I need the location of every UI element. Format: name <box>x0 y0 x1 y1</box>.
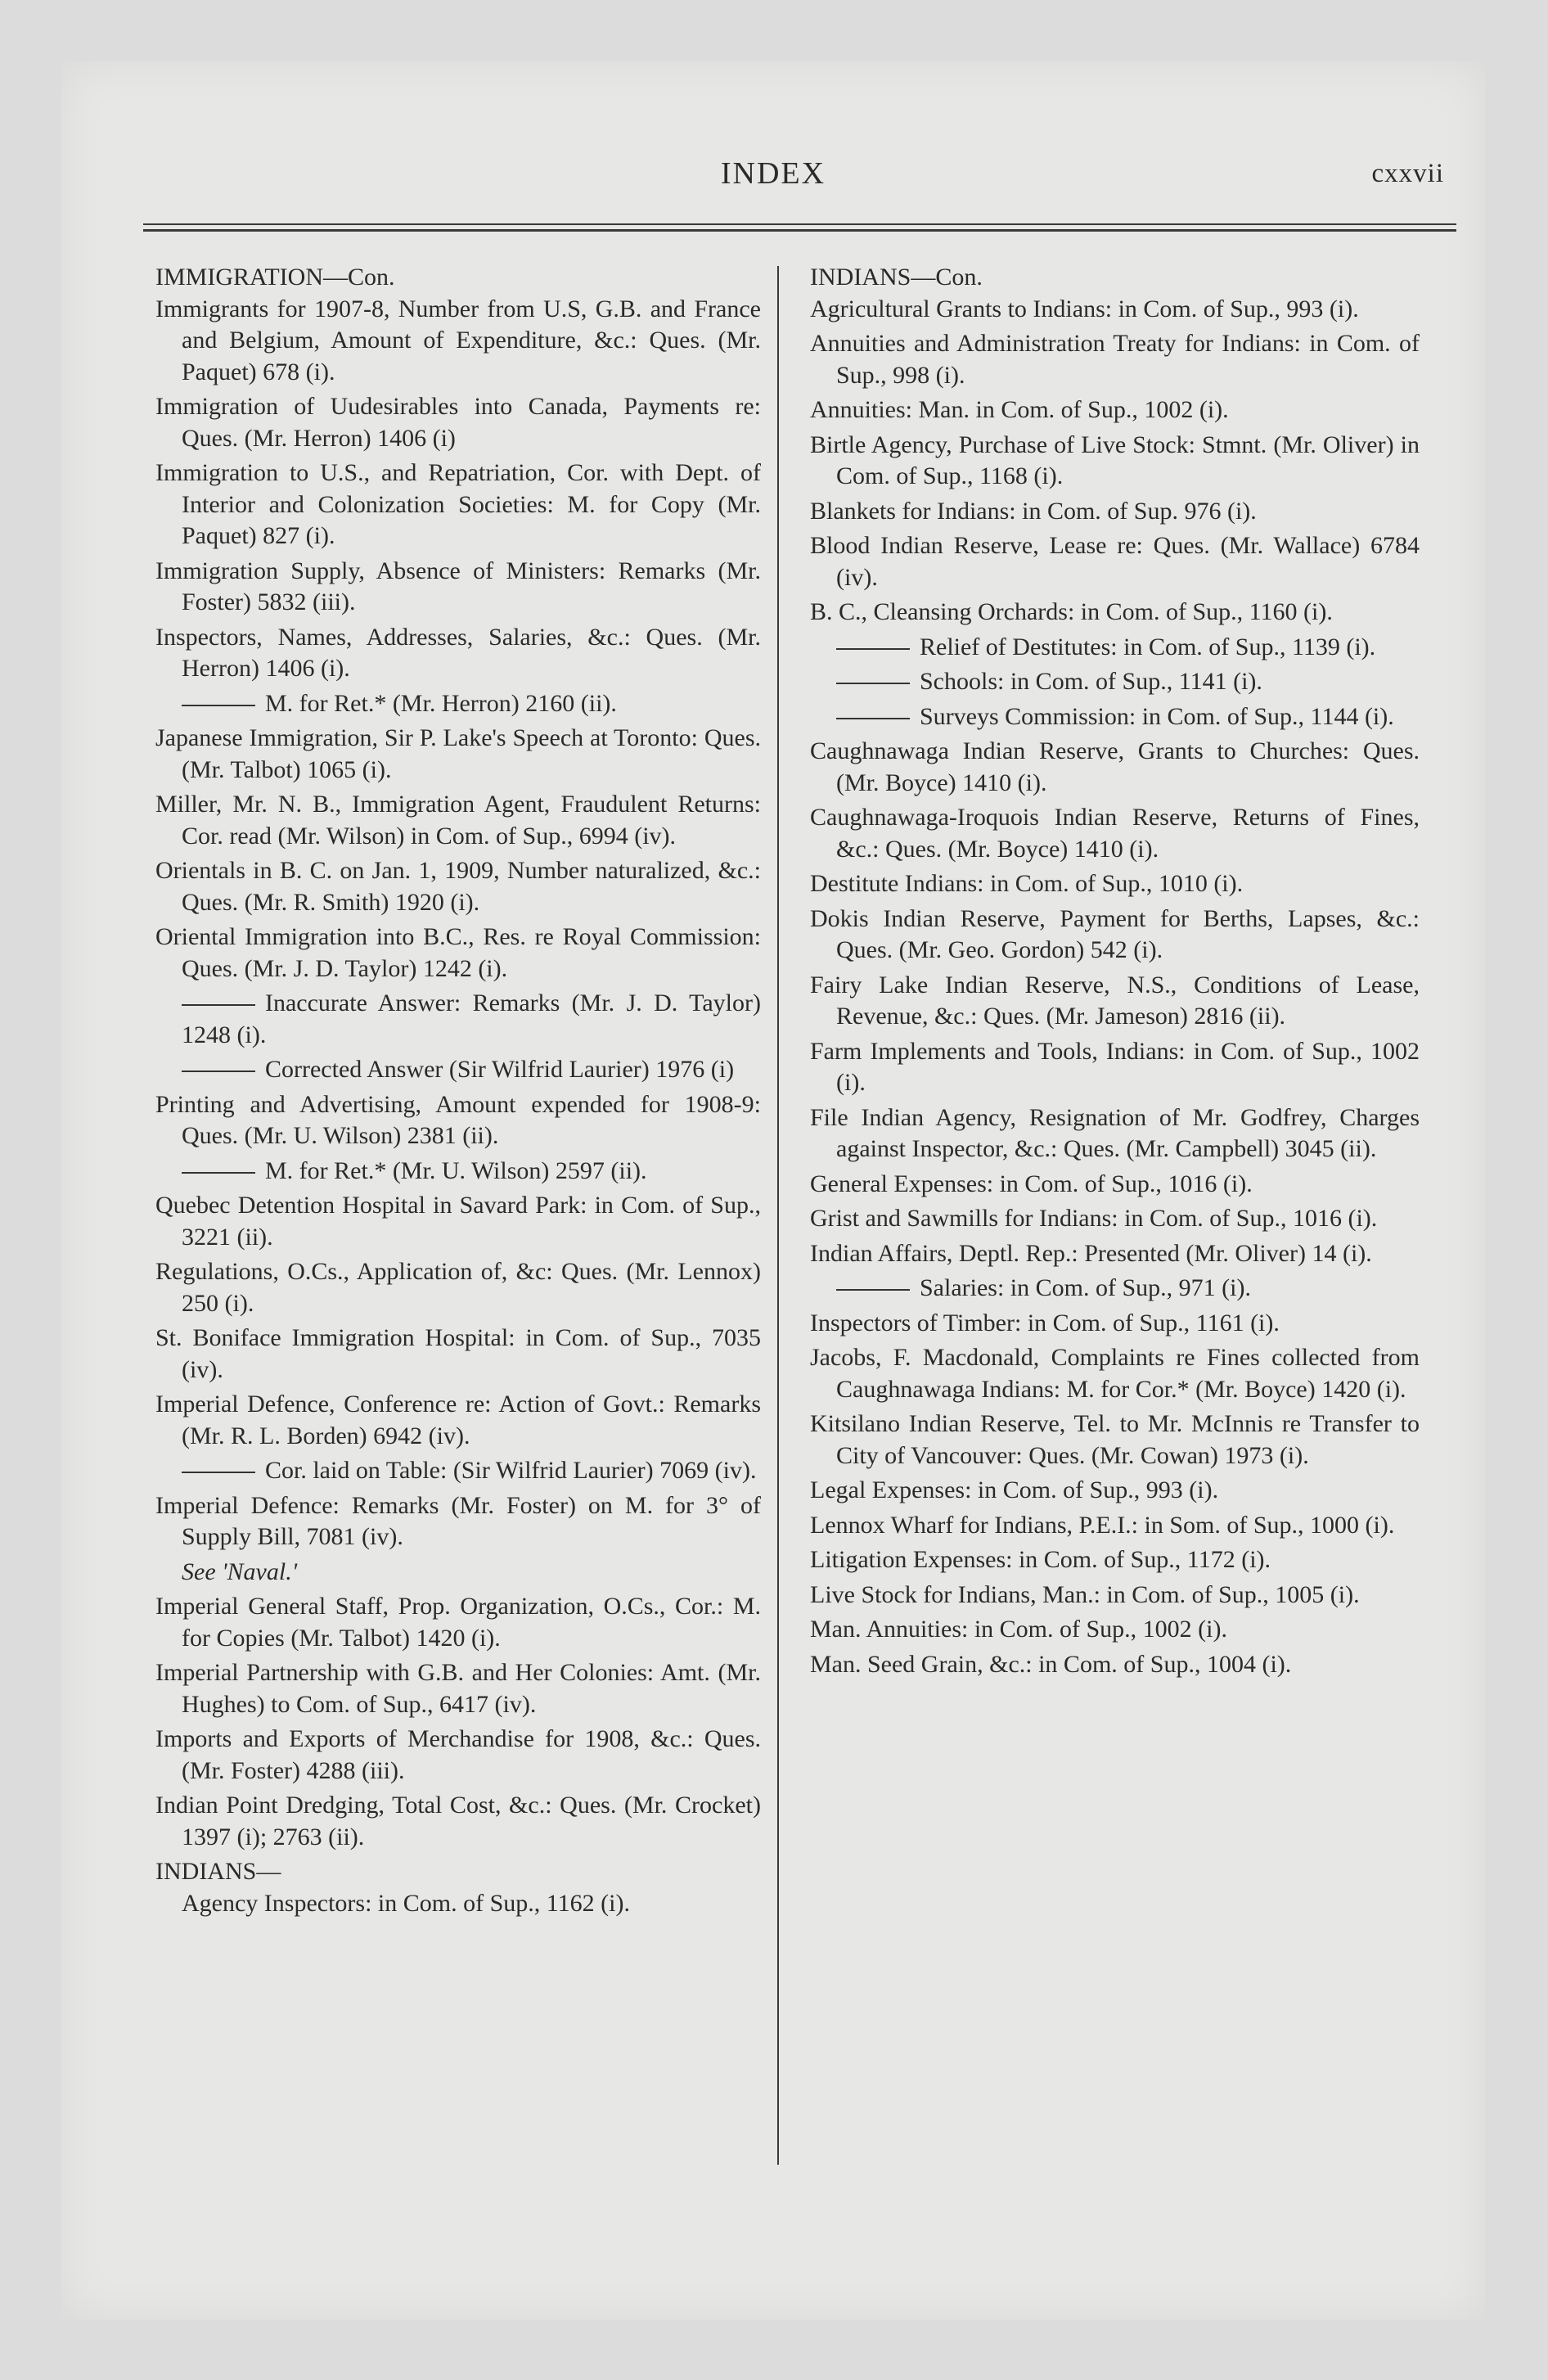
page-title: INDEX <box>720 156 826 191</box>
index-subentry: M. for Ret.* (Mr. Herron) 2160 (ii). <box>155 688 761 720</box>
index-subentry: Relief of Destitutes: in Com. of Sup., 1139 (i). <box>810 632 1420 664</box>
header-rule-thick <box>143 229 1456 232</box>
index-page <box>61 61 1485 2320</box>
column-heading: IMMIGRATION—Con. <box>155 264 395 291</box>
index-entry: Japanese Immigration, Sir P. Lake's Speech at Toronto: Ques. (Mr. Talbot) 1065 (i). <box>155 724 761 783</box>
index-subentry: Salaries: in Com. of Sup., 971 (i). <box>810 1273 1420 1305</box>
index-entry: Farm Implements and Tools, Indians: in Com. of Sup., 1002 (i). <box>810 1037 1420 1096</box>
section-heading: INDIANS— <box>155 1858 281 1885</box>
index-subentry: Inaccurate Answer: Remarks (Mr. J. D. Taylor) 1248 (i). <box>155 988 761 1051</box>
left-column <box>155 262 761 1919</box>
index-entry: Grist and Sawmills for Indians: in Com. of Sup., 1016 (i). <box>810 1205 1378 1232</box>
index-entry: Man. Seed Grain, &c.: in Com. of Sup., 1004 (i). <box>810 1650 1292 1678</box>
index-subentry: Cor. laid on Table: (Sir Wilfrid Laurier) 7069 (iv). <box>155 1455 761 1487</box>
index-subentry: M. for Ret.* (Mr. U. Wilson) 2597 (ii). <box>155 1156 761 1188</box>
index-entry: Inspectors, Names, Addresses, Salaries, &c.: Ques. (Mr. Herron) 1406 (i). <box>155 623 761 682</box>
index-subentry: Schools: in Com. of Sup., 1141 (i). <box>810 666 1420 698</box>
index-entry: Immigration of Uudesirables into Canada, Payments re: Ques. (Mr. Herron) 1406 (i) <box>155 393 761 452</box>
index-entry: Jacobs, F. Macdonald, Complaints re Fines collected from Caughnawaga Indians: M. for Cor.* (Mr. Boyce) 1420 (i). <box>810 1344 1420 1403</box>
index-entry: Man. Annuities: in Com. of Sup., 1002 (i). <box>810 1616 1227 1643</box>
index-entry: Caughnawaga Indian Reserve, Grants to Churches: Ques. (Mr. Boyce) 1410 (i). <box>810 737 1420 796</box>
index-entry: Birtle Agency, Purchase of Live Stock: Stmnt. (Mr. Oliver) in Com. of Sup., 1168 (i). <box>810 430 1420 489</box>
index-entry: Orientals in B. C. on Jan. 1, 1909, Number naturalized, &c.: Ques. (Mr. R. Smith) 1920 (i). <box>155 857 761 916</box>
header-rule <box>143 223 1456 225</box>
index-entry: Annuities: Man. in Com. of Sup., 1002 (i). <box>810 396 1229 423</box>
index-entry: Regulations, O.Cs., Application of, &c: Ques. (Mr. Lennox) 250 (i). <box>155 1258 761 1317</box>
index-entry: File Indian Agency, Resignation of Mr. Godfrey, Charges against Inspector, &c.: Ques. (Mr. Campbell) 3045 (ii). <box>810 1103 1420 1162</box>
index-entry: Annuities and Administration Treaty for Indians: in Com. of Sup., 998 (i). <box>810 330 1420 389</box>
index-subentry: Corrected Answer (Sir Wilfrid Laurier) 1976 (i) <box>155 1054 761 1086</box>
index-entry: Caughnawaga-Iroquois Indian Reserve, Returns of Fines, &c.: Ques. (Mr. Boyce) 1410 (i). <box>810 804 1420 863</box>
index-entry: Imperial Defence, Conference re: Action of Govt.: Remarks (Mr. R. L. Borden) 6942 (iv). <box>155 1391 761 1449</box>
index-entry: Agricultural Grants to Indians: in Com. of Sup., 993 (i). <box>810 295 1359 322</box>
index-entry: Kitsilano Indian Reserve, Tel. to Mr. McInnis re Transfer to City of Vancouver: Ques. (Mr. Cowan) 1973 (i). <box>810 1410 1420 1469</box>
index-entry: Inspectors of Timber: in Com. of Sup., 1161 (i). <box>810 1309 1280 1336</box>
index-entry: Immigration to U.S., and Repatriation, Cor. with Dept. of Interior and Colonization Societies: M. for Copy (Mr. Paquet) 827 (i). <box>155 459 761 549</box>
index-entry: Indian Affairs, Deptl. Rep.: Presented (Mr. Oliver) 14 (i). <box>810 1239 1372 1267</box>
index-entry: Printing and Advertising, Amount expended for 1908-9: Ques. (Mr. U. Wilson) 2381 (ii). <box>155 1090 761 1149</box>
page-header <box>61 156 1485 205</box>
index-entry: Imports and Exports of Merchandise for 1908, &c.: Ques. (Mr. Foster) 4288 (iii). <box>155 1725 761 1784</box>
index-entry: Miller, Mr. N. B., Immigration Agent, Fraudulent Returns: Cor. read (Mr. Wilson) in Com. of Sup., 6994 (iv). <box>155 791 761 850</box>
index-entry: Destitute Indians: in Com. of Sup., 1010 (i). <box>810 870 1244 897</box>
index-entry: Lennox Wharf for Indians, P.E.I.: in Som. of Sup., 1000 (i). <box>810 1511 1395 1539</box>
index-entry: Litigation Expenses: in Com. of Sup., 1172 (i). <box>810 1546 1271 1573</box>
index-entry: Imperial Defence: Remarks (Mr. Foster) on M. for 3° of Supply Bill, 7081 (iv). <box>155 1491 761 1550</box>
index-entry: General Expenses: in Com. of Sup., 1016 (i). <box>810 1170 1253 1197</box>
index-entry: Legal Expenses: in Com. of Sup., 993 (i). <box>810 1476 1219 1503</box>
index-entry: St. Boniface Immigration Hospital: in Com. of Sup., 7035 (iv). <box>155 1324 761 1383</box>
index-entry: Oriental Immigration into B.C., Res. re Royal Commission: Ques. (Mr. J. D. Taylor) 1242 (i). <box>155 923 761 982</box>
index-entry: Live Stock for Indians, Man.: in Com. of Sup., 1005 (i). <box>810 1580 1360 1608</box>
index-entry: Quebec Detention Hospital in Savard Park: in Com. of Sup., 3221 (ii). <box>155 1192 761 1251</box>
index-entry: Blood Indian Reserve, Lease re: Ques. (Mr. Wallace) 6784 (iv). <box>810 532 1420 591</box>
column-heading: INDIANS—Con. <box>810 264 983 291</box>
index-entry: Immigration Supply, Absence of Ministers: Remarks (Mr. Foster) 5832 (iii). <box>155 557 761 615</box>
right-column <box>810 262 1420 1684</box>
index-entry: Blankets for Indians: in Com. of Sup. 976 (i). <box>810 497 1257 525</box>
column-divider <box>777 266 779 2165</box>
index-entry: Immigrants for 1907-8, Number from U.S, G.B. and France and Belgium, Amount of Expenditure, &c.: Ques. (Mr. Paquet) 678 (i). <box>155 295 761 385</box>
index-entry: Indian Point Dredging, Total Cost, &c.: Ques. (Mr. Crocket) 1397 (i); 2763 (ii). <box>155 1792 761 1850</box>
index-entry: B. C., Cleansing Orchards: in Com. of Sup., 1160 (i). <box>810 598 1333 625</box>
index-entry: Imperial General Staff, Prop. Organization, O.Cs., Cor.: M. for Copies (Mr. Talbot) 1420 (i). <box>155 1593 761 1652</box>
index-subentry: Surveys Commission: in Com. of Sup., 1144 (i). <box>810 701 1420 733</box>
index-entry: Agency Inspectors: in Com. of Sup., 1162 (i). <box>182 1889 630 1917</box>
page-number: cxxvii <box>1371 159 1444 188</box>
index-entry: Imperial Partnership with G.B. and Her Colonies: Amt. (Mr. Hughes) to Com. of Sup., 6417 (iv). <box>155 1659 761 1718</box>
index-entry: Dokis Indian Reserve, Payment for Berths, Lapses, &c.: Ques. (Mr. Geo. Gordon) 542 (i). <box>810 904 1420 963</box>
cross-reference: See 'Naval.' <box>182 1557 298 1585</box>
index-entry: Fairy Lake Indian Reserve, N.S., Conditions of Lease, Revenue, &c.: Ques. (Mr. Jameson) 2816 (ii). <box>810 971 1420 1030</box>
